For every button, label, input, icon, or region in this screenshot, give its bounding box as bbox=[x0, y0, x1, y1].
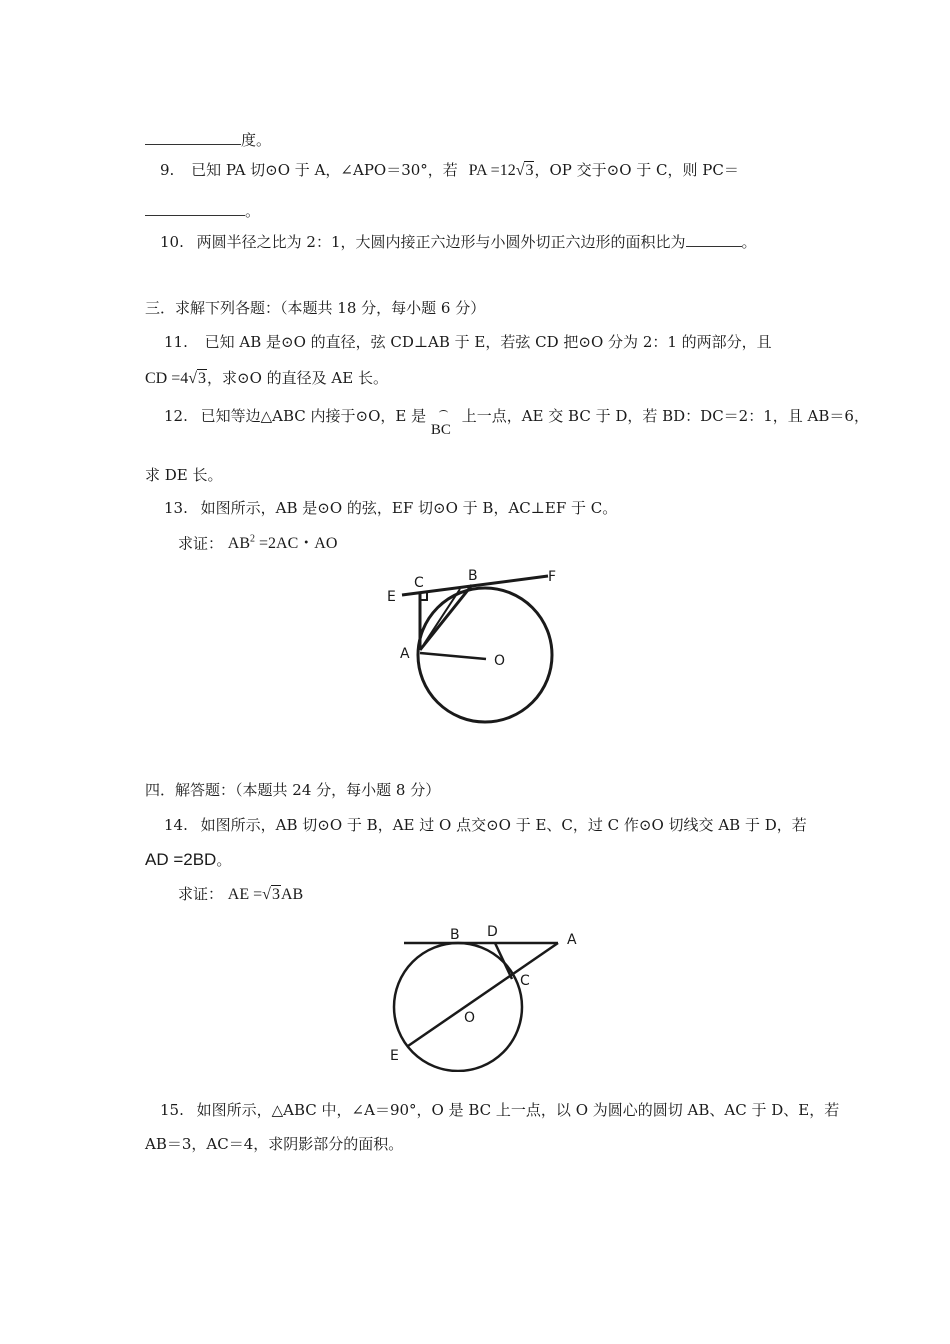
math-expression: AE =√3AB bbox=[227, 886, 304, 903]
label-c: C bbox=[520, 973, 530, 989]
prove-label: 求证： bbox=[178, 885, 224, 903]
question-text: 如图所示，AB 是⊙O 的弦，EF 切⊙O 于 B，AC⊥EF 于 C。 bbox=[200, 499, 618, 517]
answer-blank bbox=[145, 200, 245, 216]
label-o: O bbox=[464, 1010, 476, 1026]
question-10: 10. 两圆半径之比为 2：1，大圆内接正六边形与小圆外切正六边形的面积比为 。 bbox=[160, 233, 757, 251]
label-a: A bbox=[567, 932, 577, 948]
question-number: 12. bbox=[164, 407, 188, 425]
question-14 bbox=[164, 815, 807, 835]
figure-13 bbox=[380, 562, 600, 732]
q8-answer-line: 度。 bbox=[145, 129, 271, 150]
question-number: 14. bbox=[164, 816, 188, 834]
question-15 bbox=[160, 1100, 839, 1120]
question-text: 已知 AB 是⊙O 的直径，弦 CD⊥AB 于 E，若弦 CD 把⊙O 分为 2：1 的两部分，且 bbox=[204, 333, 772, 351]
question-number: 9. bbox=[160, 161, 175, 179]
segment-ao bbox=[420, 653, 486, 659]
label-f: F bbox=[548, 569, 557, 585]
prove-label: 求证： bbox=[178, 534, 224, 553]
label-o: O bbox=[494, 653, 506, 669]
question-text: 如图所示，△ABC 中，∠A＝90°，O 是 BC 上一点，以 O 为圆心的圆切 AB、AC 于 D、E，若 bbox=[196, 1101, 840, 1119]
question-text: 如图所示，AB 切⊙O 于 B，AE 过 O 点交⊙O 于 E、C，过 C 作⊙O 切线交 AB 于 D，若 bbox=[200, 816, 807, 834]
label-a: A bbox=[400, 646, 410, 662]
section-4-title: 四．解答题：（本题共 24 分，每小题 8 分） bbox=[145, 781, 441, 799]
label-c: C bbox=[414, 575, 424, 591]
question-12 bbox=[164, 406, 869, 438]
label-e: E bbox=[387, 589, 396, 605]
question-text: ，OP 交于⊙O 于 C，则 PC＝ bbox=[534, 161, 739, 179]
question-number: 11. bbox=[164, 333, 188, 351]
figure-14 bbox=[390, 922, 600, 1072]
label-b: B bbox=[468, 568, 478, 584]
arc-icon bbox=[439, 410, 448, 416]
arc-bc: BC bbox=[431, 406, 457, 426]
label-d: D bbox=[487, 924, 498, 940]
answer-blank bbox=[145, 129, 241, 145]
question-11-cont bbox=[145, 368, 388, 389]
label-e: E bbox=[390, 1048, 399, 1064]
question-14-cont: AD =2BD。 bbox=[145, 850, 232, 869]
question-text: 两圆半径之比为 2：1，大圆内接正六边形与小圆外切正六边形的面积比为 bbox=[196, 233, 686, 251]
section-3-title: 三．求解下列各题：（本题共 18 分，每小题 6 分） bbox=[145, 299, 486, 317]
q14-prove bbox=[178, 884, 303, 905]
question-15-cont: AB＝3，AC＝4，求阴影部分的面积。 bbox=[145, 1135, 404, 1153]
tangent-cd bbox=[495, 943, 512, 979]
question-text: 上一点，AE 交 BC 于 D，若 BD：DC＝2：1，且 AB＝6， bbox=[461, 407, 869, 425]
question-text: 已知等边△ABC 内接于⊙O，E 是 bbox=[200, 407, 427, 425]
label-b: B bbox=[450, 927, 460, 943]
math-expression: PA =12√3 bbox=[468, 162, 534, 179]
question-text: ，求⊙O 的直径及 AE 长。 bbox=[207, 369, 388, 387]
answer-blank bbox=[686, 231, 742, 247]
math-expression: AD =2BD bbox=[145, 850, 217, 869]
q13-prove bbox=[178, 530, 337, 554]
q9-answer-line: 。 bbox=[145, 200, 260, 221]
question-12-cont: 求 DE 长。 bbox=[145, 466, 223, 484]
question-number: 15. bbox=[160, 1101, 184, 1119]
question-11 bbox=[164, 332, 772, 352]
question-number: 13. bbox=[164, 499, 188, 517]
math-expression: $AB^2 =2AC$・AO bbox=[227, 534, 338, 553]
question-13 bbox=[164, 498, 617, 518]
question-number: 10. bbox=[160, 233, 184, 251]
question-9 bbox=[160, 160, 739, 181]
math-expression: CD =4√3 bbox=[145, 370, 207, 387]
secant-ae bbox=[408, 943, 558, 1046]
question-text: 已知 PA 切⊙O 于 A，∠APO＝30°，若 bbox=[191, 161, 458, 179]
